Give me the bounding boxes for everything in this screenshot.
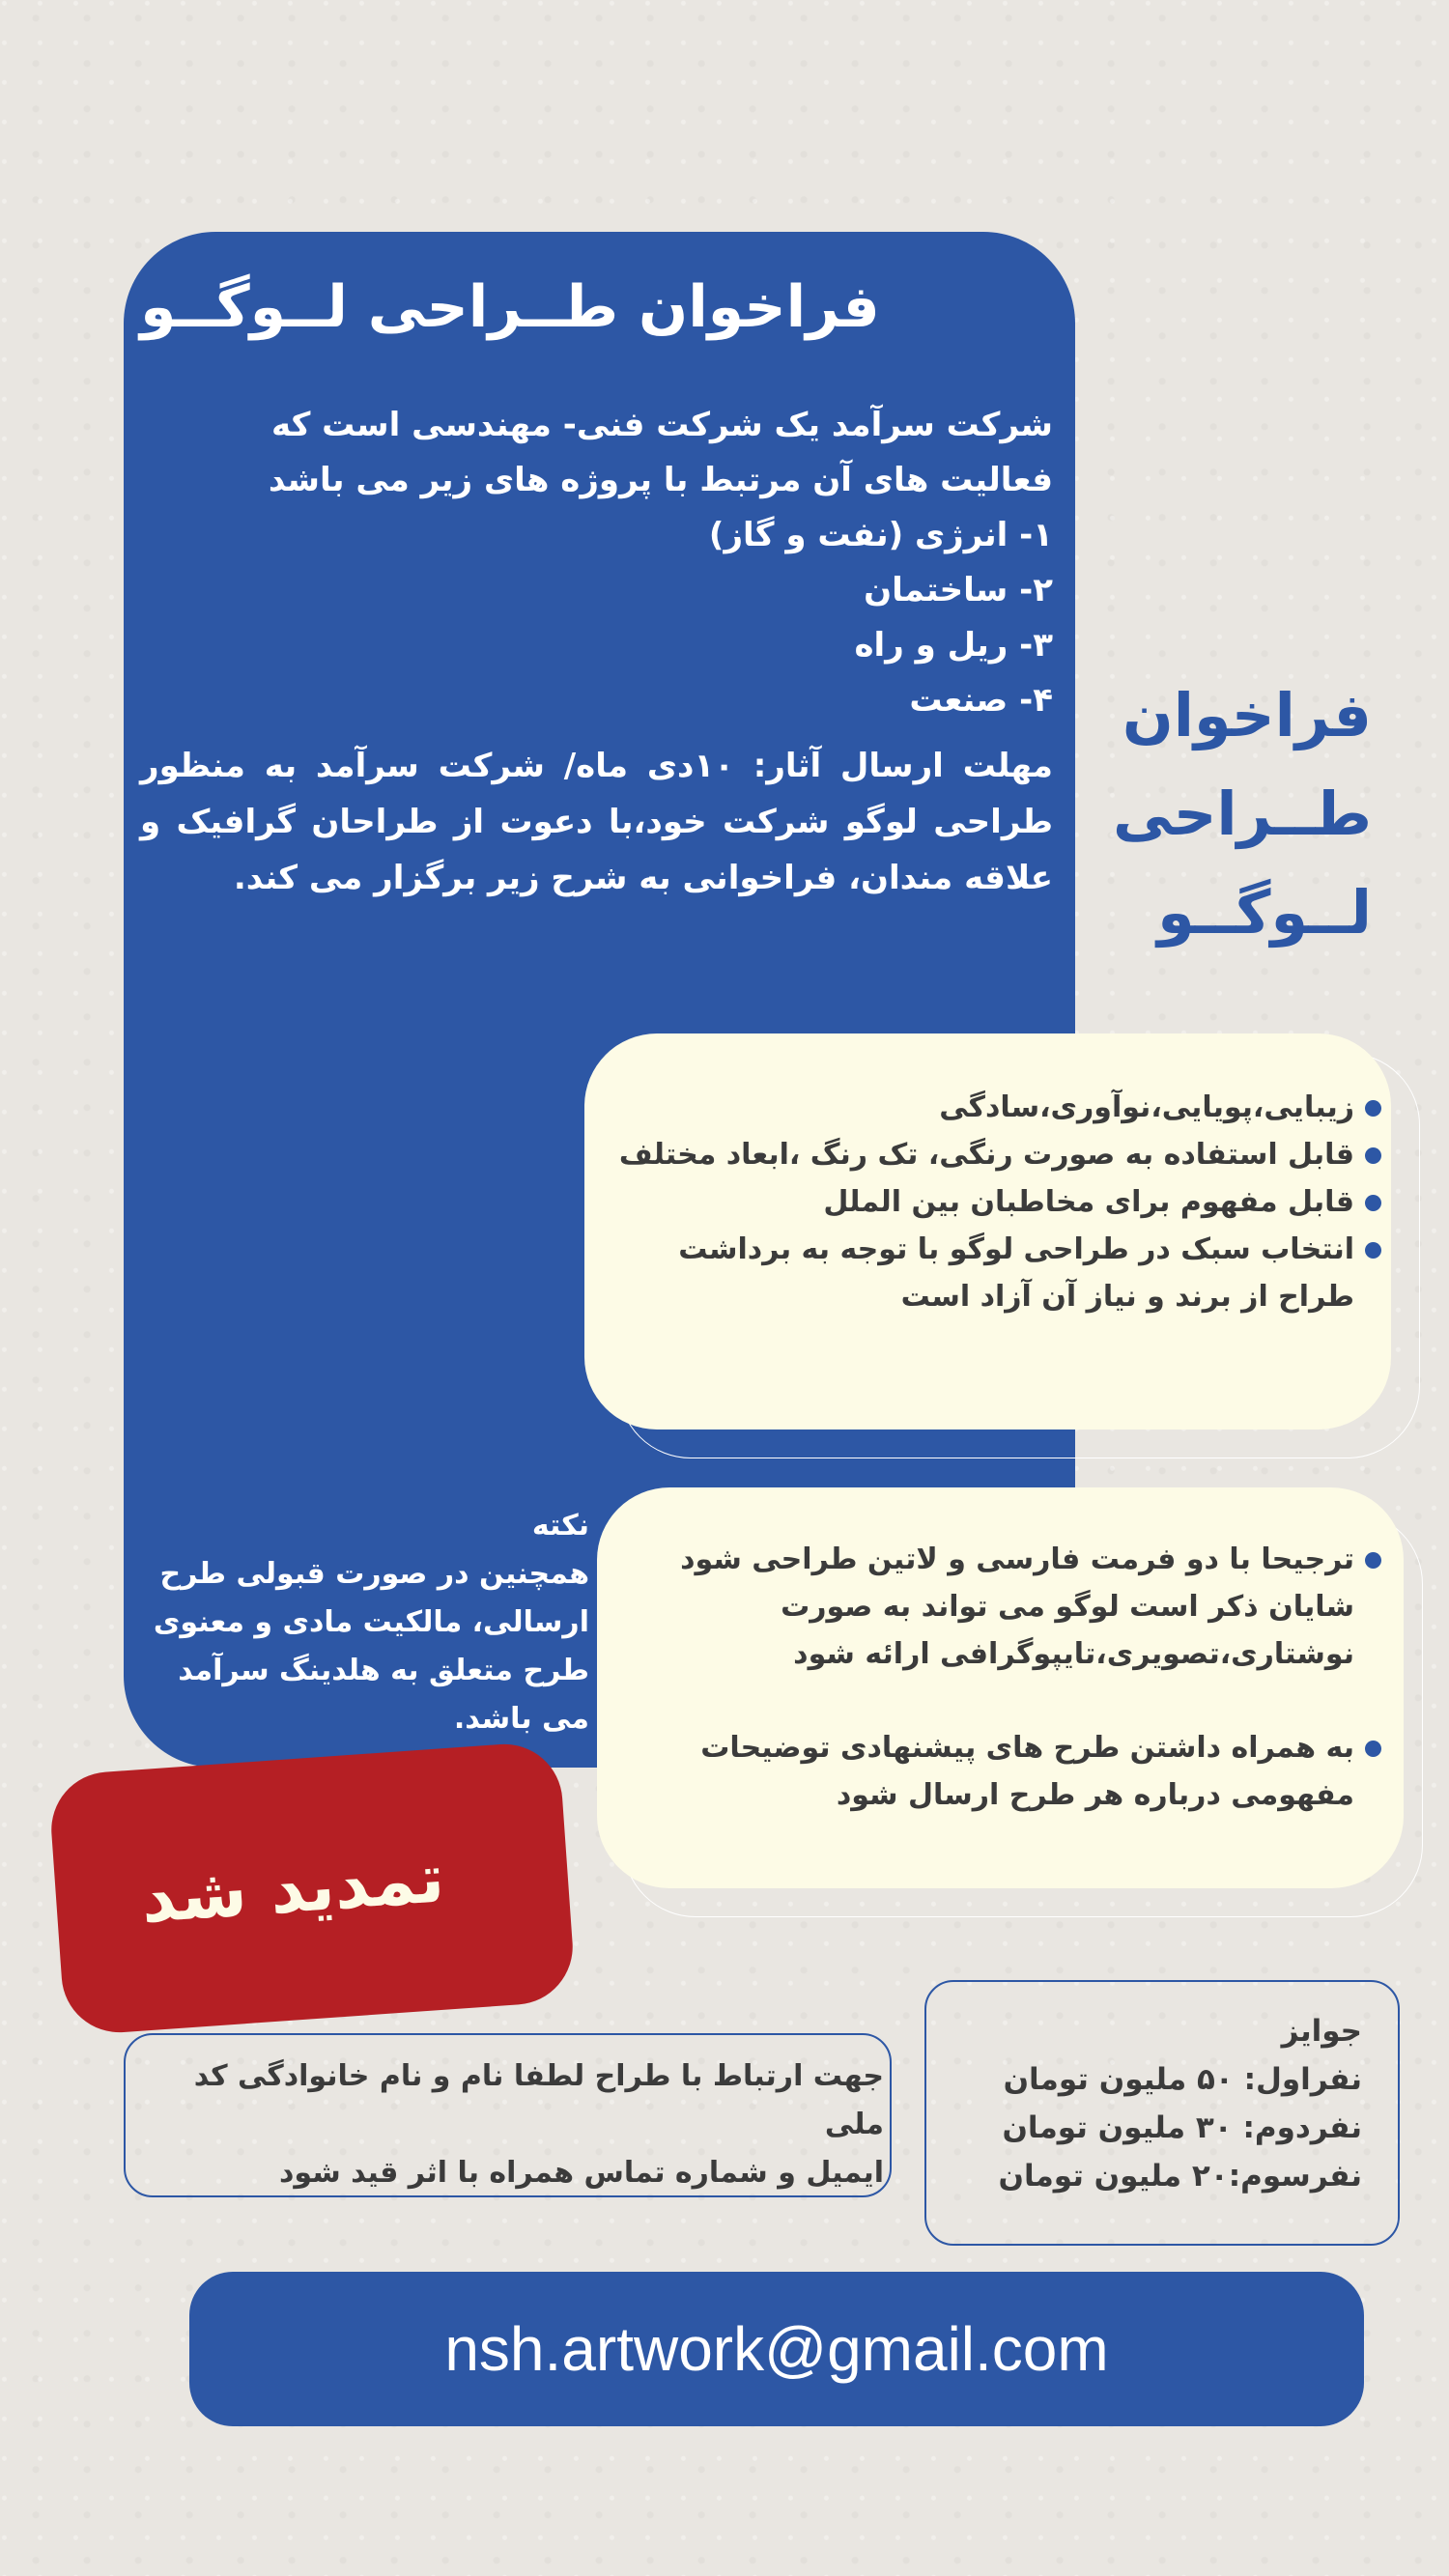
contact-text [155,2052,884,2197]
deadline-text: مهلت ارسال آثار: ۱۰دی ماه/ شرکت سرآمد به منظور طراحی لوگو شرکت خود،با دعوت از طراحان گرافیک و علاقه مندان، فراخوانی به شرح زیر برگزار می کند. [140,747,1053,897]
note-line: طرح متعلق به هلدینگ سرآمد [178,1654,589,1687]
side-title-line: طــراحی [1112,778,1372,849]
criteria-item: قابل استفاده به صورت رنگی، تک رنگ ،ابعاد مختلف [599,1131,1381,1178]
project-item-industry: ۴- صنعت [909,681,1053,720]
intro-line: شرکت سرآمد یک شرکت فنی- مهندسی است که [270,406,1053,444]
project-item-construction: ۲- ساختمان [864,571,1053,609]
prize-first: نفراول: ۵۰ ملیون تومان [1003,2062,1362,2097]
main-title: فراخوان طــراحی لــوگــو [140,273,880,341]
project-item-rail: ۳- ریل و راه [854,626,1053,665]
prizes-heading: جوایز [1281,2014,1362,2049]
intro-text [140,398,1053,728]
notes-item: به همراه داشتن طرح های پیشنهادی توضیحات مفهومی درباره هر طرح ارسال شود [628,1724,1381,1819]
contact-line: ایمیل و شماره تماس همراه با اثر قید شود [278,2156,884,2190]
side-title-line: لــوگــو [1157,877,1372,948]
criteria-item: قابل مفهوم برای مخاطبان بین الملل [599,1178,1381,1226]
prize-third: نفرسوم:۲۰ ملیون تومان [998,2159,1362,2194]
intro-line: فعالیت های آن مرتبط با پروژه های زیر می باشد [268,461,1053,499]
notes-item: ترجیحا با دو فرمت فارسی و لاتین طراحی شود شایان ذکر است لوگو می تواند به صورت نوشتاری،تصویری،تایپوگرافی ارائه شود [628,1536,1381,1678]
extended-label: تمدید شد [138,1838,447,1939]
side-title [1111,666,1372,962]
email-link[interactable]: nsh.artwork@gmail.com [444,2314,1109,2384]
criteria-item: انتخاب سبک در طراحی لوگو با توجه به برداشت طراح از برند و نیاز آن آزاد است [599,1226,1381,1320]
prizes-list [942,2007,1362,2200]
notes-list [628,1536,1381,1865]
note-line: می باشد. [453,1702,589,1736]
project-item-energy: ۱- انرژی (نفت و گاز) [708,516,1053,554]
side-title-line: فراخوان [1122,680,1372,750]
criteria-item: زیبایی،پویایی،نوآوری،سادگی [599,1084,1381,1131]
note-block [135,1502,589,1743]
criteria-list [599,1084,1381,1320]
note-line: همچنین در صورت قبولی طرح [159,1557,589,1591]
note-heading: نکته [531,1509,589,1543]
prize-second: نفردوم: ۳۰ ملیون تومان [1002,2110,1362,2145]
contact-line: جهت ارتباط با طراح لطفا نام و نام خانوادگی کد ملی [193,2059,884,2141]
note-line: ارسالی، مالکیت مادی و معنوی [153,1605,589,1639]
